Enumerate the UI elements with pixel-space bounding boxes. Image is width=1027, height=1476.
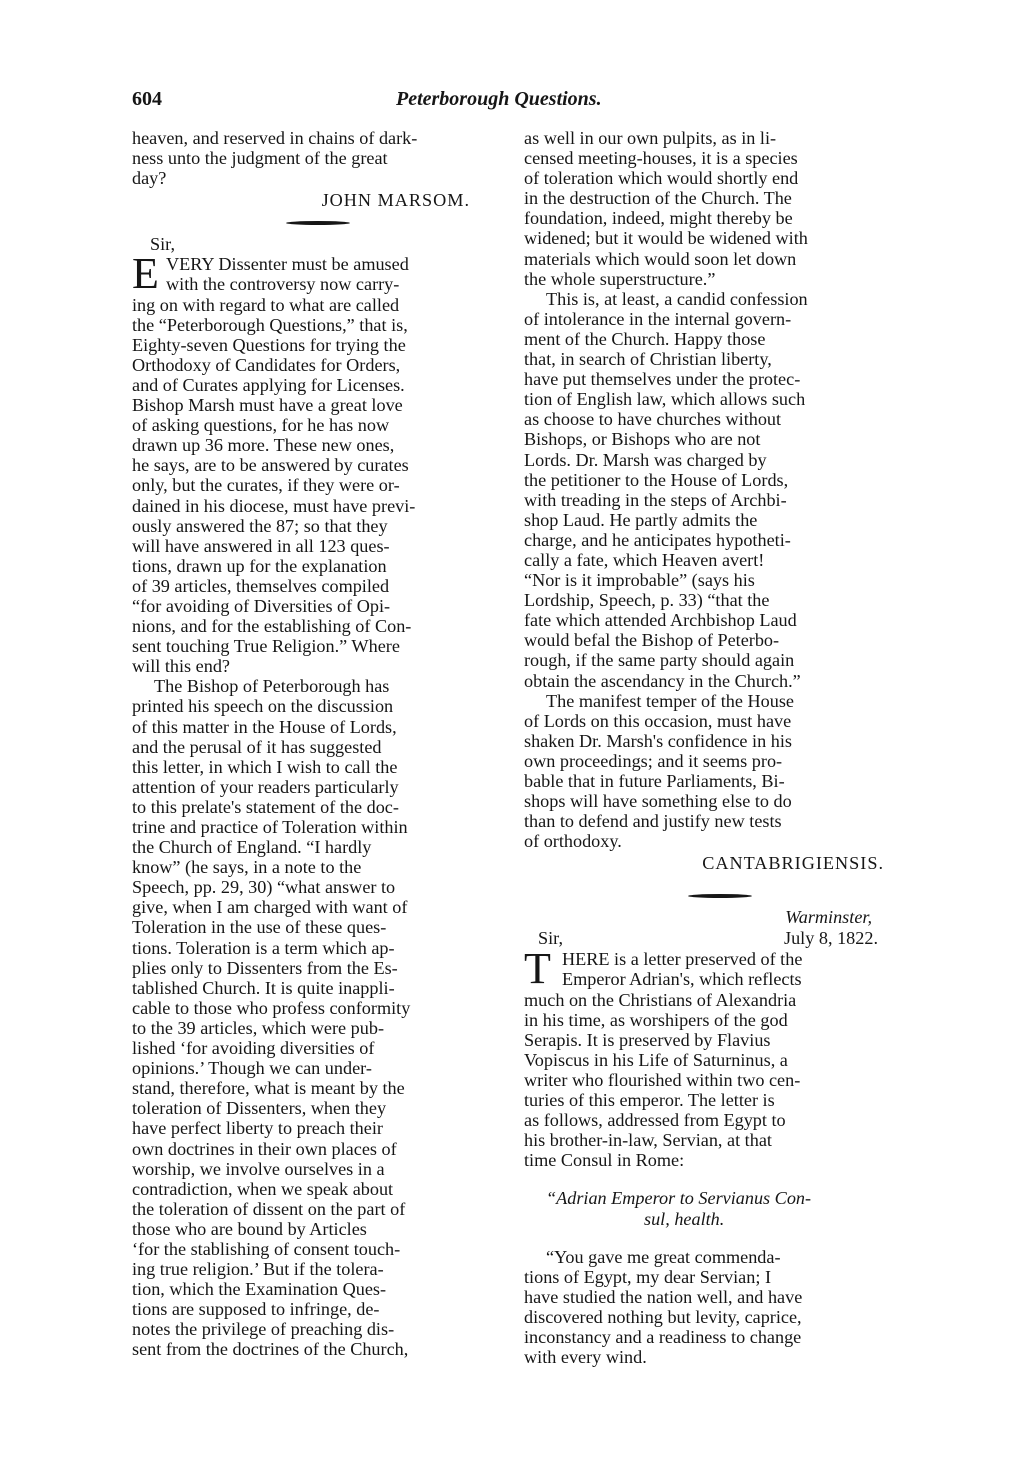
text-line: he says, are to be answered by curates <box>132 455 409 476</box>
dateline-date: July 8, 1822. <box>784 928 878 949</box>
running-title: Peterborough Questions. <box>396 88 602 110</box>
text-line: Vopiscus in his Life of Saturninus, a <box>524 1049 788 1070</box>
text-line: as well in our own pulpits, as in li- <box>524 128 777 148</box>
text-line: tions are supposed to infringe, de- <box>132 1299 380 1320</box>
text-line: to this prelate's statement of the doc- <box>132 796 399 817</box>
text-line: trine and practice of Toleration within <box>132 817 408 837</box>
text-line: tions, drawn up for the explanation <box>132 555 387 576</box>
text-line: “Adrian Emperor to Servianus Con- <box>546 1188 812 1209</box>
text-line: the petitioner to the House of Lords, <box>524 469 789 490</box>
page-number: 604 <box>132 88 162 110</box>
text-line: tion of English law, which allows such <box>524 389 806 410</box>
letter-paragraph-2 <box>132 676 504 1359</box>
text-line: discovered nothing but levity, caprice, <box>524 1306 802 1327</box>
text-line: tion, which the Examination Ques- <box>132 1279 387 1300</box>
paragraph-manifest-temper <box>524 691 892 852</box>
text-line: bable that in future Parliaments, Bi- <box>524 771 785 791</box>
text-line: notes the privilege of preaching dis- <box>132 1319 395 1340</box>
text-line: “Nor is it improbable” (says his <box>524 570 755 591</box>
text-line: ness unto the judgment of the great <box>132 148 388 169</box>
text-line: ‘for the stablishing of consent touch- <box>132 1238 401 1259</box>
text-line: fate which attended Archbishop Laud <box>524 610 797 631</box>
continued-paragraph <box>524 128 892 289</box>
text-line: that, in search of Christian liberty, <box>524 349 772 370</box>
text-line: The Bishop of Peterborough has <box>154 676 390 697</box>
salutation: Sir, <box>150 234 176 255</box>
text-line: of Lords on this occasion, must have <box>524 710 792 731</box>
text-line: stand, therefore, what is meant by the <box>132 1078 405 1099</box>
text-line: the toleration of dissent on the part of <box>132 1198 406 1219</box>
text-line: day? <box>132 168 167 189</box>
text-line: own proceedings; and it seems pro- <box>524 750 783 771</box>
salutation-2: Sir, <box>538 928 564 949</box>
text-line: tions of Egypt, my dear Servian; I <box>524 1266 771 1287</box>
divider-rule <box>286 221 350 225</box>
text-line: those who are bound by Articles <box>132 1218 367 1239</box>
text-line: Lordship, Speech, p. 33) “that the <box>524 590 770 611</box>
section-divider <box>132 212 504 234</box>
text-line: tions. Toleration is a term which ap- <box>132 937 395 958</box>
signature-cantabrigiensis: CANTABRIGIENSIS. <box>702 853 884 874</box>
text-line: to the 39 articles, which were pub- <box>132 1017 385 1038</box>
text-line: HERE is a letter preserved of the <box>562 949 803 970</box>
paragraph-adrian-letter <box>524 1247 892 1368</box>
text-line: Orthodoxy of Candidates for Orders, <box>132 354 401 375</box>
text-line: would befal the Bishop of Peterbo- <box>524 630 780 651</box>
text-line: writer who flourished within two cen- <box>524 1069 801 1090</box>
text-line: only, but the curates, if they were or- <box>132 475 400 496</box>
text-line: the “Peterborough Questions,” that is, <box>132 314 408 335</box>
text-line: with treading in the steps of Archbi- <box>524 489 787 510</box>
text-line: have studied the nation well, and have <box>524 1286 803 1307</box>
text-line: will have answered in all 123 ques- <box>132 535 390 556</box>
text-line: contradiction, when we speak about <box>132 1178 394 1199</box>
text-line: widened; but it would be widened with <box>524 228 808 249</box>
text-line: materials which would soon let down <box>524 248 797 269</box>
text-line: turies of this emperor. The letter is <box>524 1090 775 1111</box>
text-line: Eighty-seven Questions for trying the <box>132 334 406 355</box>
text-line: lished ‘for avoiding diversities of <box>132 1038 375 1059</box>
text-line: give, when I am charged with want of <box>132 897 408 918</box>
text-line: sent touching True Religion.” Where <box>132 636 400 657</box>
text-line: sent from the doctrines of the Church, <box>132 1339 409 1360</box>
text-line: the Church of England. “I hardly <box>132 837 372 858</box>
text-line: inconstancy and a readiness to change <box>524 1326 802 1347</box>
text-line: will this end? <box>132 656 230 677</box>
letter-heading <box>524 1188 892 1228</box>
text-line: with the controversy now carry- <box>166 274 400 295</box>
dateline-place: Warminster, <box>785 907 872 928</box>
section-divider-2 <box>524 885 892 907</box>
drop-cap-2: T <box>524 944 551 994</box>
text-line: drawn up 36 more. These new ones, <box>132 435 395 456</box>
text-line: know” (he says, in a note to the <box>132 857 362 878</box>
text-line: toleration of Dissenters, when they <box>132 1098 387 1119</box>
text-line: Toleration in the use of these ques- <box>132 917 387 938</box>
paragraph-candid-confession <box>524 289 892 691</box>
text-line: as follows, addressed from Egypt to <box>524 1110 786 1131</box>
text-line: tablished Church. It is quite inappli- <box>132 977 395 998</box>
text-line: rough, if the same party should again <box>524 650 795 671</box>
right-column <box>524 128 892 1367</box>
text-line: and the perusal of it has suggested <box>132 736 382 757</box>
text-line: Bishop Marsh must have a great love <box>132 395 403 416</box>
text-line: The manifest temper of the House <box>546 690 794 711</box>
text-line: of intolerance in the internal govern- <box>524 308 792 329</box>
text-line: “You gave me great commenda- <box>546 1246 781 1267</box>
text-line: with every wind. <box>524 1347 647 1368</box>
paragraph-adrian-letter-intro <box>524 944 892 1171</box>
text-line: in the destruction of the Church. The <box>524 188 792 209</box>
text-line: than to defend and justify new tests <box>524 811 782 832</box>
text-line: have put themselves under the protec- <box>524 369 801 390</box>
text-line: Speech, pp. 29, 30) “what answer to <box>132 877 396 898</box>
text-line: opinions.’ Though we can under- <box>132 1058 372 1079</box>
text-line: ment of the Church. Happy those <box>524 328 766 349</box>
text-line: Serapis. It is preserved by Flavius <box>524 1029 771 1050</box>
text-line: “for avoiding of Diversities of Opi- <box>132 595 391 616</box>
text-line: sul, health. <box>644 1208 725 1229</box>
text-line: attention of your readers particularly <box>132 776 399 797</box>
text-line: cable to those who profess conformity <box>132 997 411 1018</box>
text-line: and of Curates applying for Licenses. <box>132 374 405 395</box>
text-line: censed meeting-houses, it is a species <box>524 148 798 169</box>
text-line: in his time, as worshipers of the god <box>524 1009 788 1030</box>
left-column <box>132 128 504 1360</box>
text-line: ing on with regard to what are called <box>132 294 400 315</box>
text-line: shops will have something else to do <box>524 791 792 812</box>
text-line: shop Laud. He partly admits the <box>524 509 758 530</box>
text-line: obtain the ascendancy in the Church.” <box>524 670 801 691</box>
text-line: much on the Christians of Alexandria <box>524 989 797 1010</box>
text-line: heaven, and reserved in chains of dark- <box>132 128 418 148</box>
text-line: Bishops, or Bishops who are not <box>524 429 761 450</box>
text-line: ously answered the 87; so that they <box>132 515 388 536</box>
signature-john-marsom: JOHN MARSOM. <box>321 190 470 211</box>
text-line: cally a fate, which Heaven avert! <box>524 549 765 570</box>
text-line: Lords. Dr. Marsh was charged by <box>524 449 767 470</box>
text-line: ing true religion.’ But if the tolera- <box>132 1259 384 1280</box>
text-line: as choose to have churches without <box>524 409 782 430</box>
text-line: of toleration which would shortly end <box>524 168 799 189</box>
text-line: nions, and for the establishing of Con- <box>132 616 412 637</box>
text-line: this letter, in which I wish to call the <box>132 756 398 777</box>
text-line: dained in his diocese, must have previ- <box>132 495 416 516</box>
text-line: time Consul in Rome: <box>524 1150 685 1171</box>
text-line: This is, at least, a candid confession <box>546 288 808 309</box>
text-line: worship, we involve ourselves in a <box>132 1158 385 1179</box>
text-line: shaken Dr. Marsh's confidence in his <box>524 730 792 751</box>
text-line: Emperor Adrian's, which reflects <box>562 969 802 990</box>
text-line: printed his speech on the discussion <box>132 696 394 717</box>
text-line: VERY Dissenter must be amused <box>166 254 409 275</box>
opening-paragraph <box>132 128 504 188</box>
divider-rule <box>688 894 752 898</box>
text-line: foundation, indeed, might thereby be <box>524 208 793 229</box>
letter-paragraph-1 <box>132 249 504 677</box>
text-line: the whole superstructure.” <box>524 268 716 289</box>
text-line: plies only to Dissenters from the Es- <box>132 957 398 978</box>
text-line: have perfect liberty to preach their <box>132 1118 383 1139</box>
page-header <box>132 88 894 118</box>
text-line: his brother-in-law, Servian, at that <box>524 1130 772 1151</box>
drop-cap: E <box>132 249 159 299</box>
text-line: of this matter in the House of Lords, <box>132 716 397 737</box>
text-line: of asking questions, for he has now <box>132 415 390 436</box>
text-line: of orthodoxy. <box>524 831 622 852</box>
dateline <box>524 907 892 949</box>
text-line: of 39 articles, themselves compiled <box>132 575 390 596</box>
text-line: own doctrines in their own places of <box>132 1138 397 1159</box>
text-line: charge, and he anticipates hypotheti- <box>524 529 791 550</box>
